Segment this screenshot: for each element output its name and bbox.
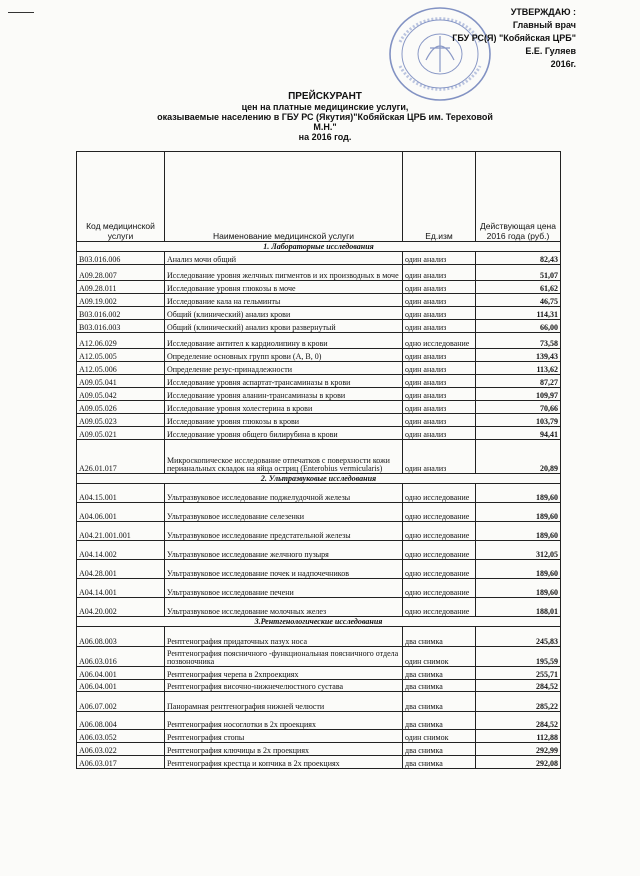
- cell-unit: одно исследование: [403, 598, 476, 617]
- cell-price: 255,71: [476, 667, 561, 680]
- cell-code: А06.08.004: [77, 712, 165, 730]
- table-row: [77, 320, 561, 333]
- cell-price: 66,00: [476, 320, 561, 333]
- cell-code: В03.016.003: [77, 320, 165, 333]
- table-row: [77, 401, 561, 414]
- table-row: [77, 541, 561, 560]
- heading-line-2: оказываемые населению в ГБУ РС (Якутия)"Кобяйская ЦРБ им. Тереховой М.Н.": [157, 112, 493, 132]
- cell-unit: один снимок: [403, 647, 476, 667]
- cell-unit: одно исследование: [403, 560, 476, 579]
- cell-code: А06.04.001: [77, 680, 165, 692]
- cell-unit: один анализ: [403, 375, 476, 388]
- table-row: [77, 667, 561, 680]
- header-name: Наименование медицинской услуги: [165, 152, 403, 242]
- cell-price: 70,66: [476, 401, 561, 414]
- cell-unit: один снимок: [403, 730, 476, 743]
- cell-price: 189,60: [476, 484, 561, 503]
- cell-code: А04.28.001: [77, 560, 165, 579]
- cell-unit: два снимка: [403, 756, 476, 769]
- table-row: [77, 252, 561, 265]
- cell-unit: одно исследование: [403, 522, 476, 541]
- cell-name: Анализ мочи общий: [165, 252, 403, 265]
- section-title: 3.Рентгенологические исследования: [77, 617, 561, 627]
- table-row: [77, 375, 561, 388]
- cell-code: А06.03.016: [77, 647, 165, 667]
- cell-price: 189,60: [476, 560, 561, 579]
- cell-unit: один анализ: [403, 294, 476, 307]
- cell-price: 112,88: [476, 730, 561, 743]
- cell-unit: один анализ: [403, 281, 476, 294]
- cell-price: 284,52: [476, 712, 561, 730]
- cell-price: 284,52: [476, 680, 561, 692]
- cell-code: А26.01.017: [77, 440, 165, 474]
- table-row: [77, 730, 561, 743]
- table-row: [77, 414, 561, 427]
- cell-code: А09.05.042: [77, 388, 165, 401]
- cell-price: 245,83: [476, 627, 561, 647]
- cell-name: Ультразвуковое исследование молочных желез: [165, 598, 403, 617]
- cell-name: Ультразвуковое исследование поджелудочной железы: [165, 484, 403, 503]
- approval-position: Главный врач: [512, 20, 576, 30]
- cell-code: А09.05.041: [77, 375, 165, 388]
- cell-name: Панорамная рентгенография нижней челюсти: [165, 692, 403, 712]
- table-row: [77, 307, 561, 320]
- approval-title: УТВЕРЖДАЮ :: [510, 7, 576, 17]
- cell-price: 20,89: [476, 440, 561, 474]
- cell-name: Рентгенография поясничного -функциональная поясничного отдела позвоночника: [165, 647, 403, 667]
- cell-price: 195,59: [476, 647, 561, 667]
- cell-code: А09.05.021: [77, 427, 165, 440]
- header-price: Действующая цена 2016 года (руб.): [476, 152, 561, 242]
- cell-name: Исследование уровня желчных пигментов и их производных в моче: [165, 265, 403, 281]
- cell-unit: два снимка: [403, 680, 476, 692]
- table-row: [77, 579, 561, 598]
- cell-name: Микроскопическое исследование отпечатков с поверхности кожи перианальных складок на яйца остриц (Enterobius vermicularis): [165, 440, 403, 474]
- heading-line-3: на 2016 год.: [298, 132, 352, 142]
- cell-name: Исследование уровня холестерина в крови: [165, 401, 403, 414]
- cell-unit: один анализ: [403, 252, 476, 265]
- cell-name: Определение основных групп крови (А, В, 0): [165, 349, 403, 362]
- cell-code: А12.05.005: [77, 349, 165, 362]
- cell-name: Ультразвуковое исследование почек и надпочечников: [165, 560, 403, 579]
- cell-code: А12.06.029: [77, 333, 165, 349]
- table-row: [77, 349, 561, 362]
- cell-name: Общий (клинический) анализ крови развернутый: [165, 320, 403, 333]
- cell-code: В03.016.002: [77, 307, 165, 320]
- table-row: [77, 427, 561, 440]
- cell-unit: одно исследование: [403, 333, 476, 349]
- cell-code: А06.07.002: [77, 692, 165, 712]
- cell-code: А09.28.011: [77, 281, 165, 294]
- cell-code: В03.016.006: [77, 252, 165, 265]
- table-row: [77, 388, 561, 401]
- cell-name: Рентгенография крестца и копчика в 2х проекциях: [165, 756, 403, 769]
- cell-price: 285,22: [476, 692, 561, 712]
- cell-name: Рентгенография носоглотки в 2х проекциях: [165, 712, 403, 730]
- cell-name: Исследование уровня глюкозы в моче: [165, 281, 403, 294]
- table-row: [77, 680, 561, 692]
- header-code: Код медицинской услуги: [77, 152, 165, 242]
- cell-price: 312,05: [476, 541, 561, 560]
- approval-block: [452, 6, 576, 71]
- cell-name: Исследование уровня аспартат-трансаминазы в крови: [165, 375, 403, 388]
- cell-name: Ультразвуковое исследование селезенки: [165, 503, 403, 522]
- cell-price: 188,01: [476, 598, 561, 617]
- table-row: [77, 294, 561, 307]
- table-row: [77, 281, 561, 294]
- cell-unit: один анализ: [403, 362, 476, 375]
- cell-price: 103,79: [476, 414, 561, 427]
- cell-code: А06.03.017: [77, 756, 165, 769]
- table-header-row: [77, 152, 561, 242]
- table-row: [77, 743, 561, 756]
- cell-price: 109,97: [476, 388, 561, 401]
- cell-unit: одно исследование: [403, 579, 476, 598]
- approval-org: ГБУ РС(Я) "Кобяйская ЦРБ": [452, 33, 576, 43]
- approval-year: 2016г.: [550, 59, 576, 69]
- cell-name: Рентгенография височно-нижнечелюстного сустава: [165, 680, 403, 692]
- cell-unit: один анализ: [403, 401, 476, 414]
- cell-code: А09.05.023: [77, 414, 165, 427]
- table-row: [77, 756, 561, 769]
- cell-code: А06.03.022: [77, 743, 165, 756]
- cell-code: А04.14.001: [77, 579, 165, 598]
- cell-unit: одно исследование: [403, 484, 476, 503]
- cell-code: А09.05.026: [77, 401, 165, 414]
- cell-code: А12.05.006: [77, 362, 165, 375]
- cell-code: А04.14.002: [77, 541, 165, 560]
- price-table: [76, 151, 561, 769]
- header-unit: Ед.изм: [403, 152, 476, 242]
- cell-name: Исследование уровня аланин-трансаминазы в крови: [165, 388, 403, 401]
- table-row: [77, 560, 561, 579]
- cell-unit: один анализ: [403, 307, 476, 320]
- cell-price: 292,08: [476, 756, 561, 769]
- table-row: [77, 265, 561, 281]
- table-row: [77, 647, 561, 667]
- cell-price: 73,58: [476, 333, 561, 349]
- cell-price: 189,60: [476, 522, 561, 541]
- cell-price: 51,07: [476, 265, 561, 281]
- section-row: [77, 617, 561, 627]
- cell-code: А06.08.003: [77, 627, 165, 647]
- cell-price: 82,43: [476, 252, 561, 265]
- cell-code: А04.20.002: [77, 598, 165, 617]
- cell-name: Ультразвуковое исследование печени: [165, 579, 403, 598]
- document-title: ПРЕЙСКУРАНТ: [288, 91, 362, 102]
- table-body: [77, 242, 561, 769]
- cell-unit: два снимка: [403, 692, 476, 712]
- section-title: 1. Лабораторные исследования: [77, 242, 561, 252]
- cell-name: Исследование уровня глюкозы в крови: [165, 414, 403, 427]
- cell-price: 139,43: [476, 349, 561, 362]
- cell-price: 87,27: [476, 375, 561, 388]
- cell-price: 94,41: [476, 427, 561, 440]
- approval-signer: Е.Е. Гуляев: [525, 46, 576, 56]
- cell-price: 189,60: [476, 503, 561, 522]
- cell-price: 46,75: [476, 294, 561, 307]
- heading-line-1: цен на платные медицинские услуги,: [241, 102, 409, 112]
- cell-unit: один анализ: [403, 427, 476, 440]
- table-row: [77, 440, 561, 474]
- table-row: [77, 627, 561, 647]
- table-row: [77, 362, 561, 375]
- cell-unit: два снимка: [403, 712, 476, 730]
- table-row: [77, 522, 561, 541]
- cell-price: 113,62: [476, 362, 561, 375]
- cell-code: А06.03.052: [77, 730, 165, 743]
- cell-name: Определение резус-принадлежности: [165, 362, 403, 375]
- section-title: 2. Ультразвуковые исследования: [77, 474, 561, 484]
- cell-name: Рентгенография черепа в 2хпроекциях: [165, 667, 403, 680]
- cell-code: А04.15.001: [77, 484, 165, 503]
- cell-unit: один анализ: [403, 414, 476, 427]
- table-row: [77, 503, 561, 522]
- cell-unit: два снимка: [403, 667, 476, 680]
- section-row: [77, 474, 561, 484]
- scan-mark: [8, 12, 34, 13]
- table-row: [77, 484, 561, 503]
- table-row: [77, 598, 561, 617]
- cell-name: Рентгенография ключицы в 2х проекциях: [165, 743, 403, 756]
- cell-unit: два снимка: [403, 627, 476, 647]
- cell-price: 61,62: [476, 281, 561, 294]
- cell-unit: одно исследование: [403, 541, 476, 560]
- cell-unit: один анализ: [403, 388, 476, 401]
- cell-name: Исследование антител к кардиолипину в крови: [165, 333, 403, 349]
- table-row: [77, 712, 561, 730]
- cell-unit: два снимка: [403, 743, 476, 756]
- table-row: [77, 333, 561, 349]
- cell-unit: один анализ: [403, 349, 476, 362]
- cell-name: Ультразвуковое исследование предстательной железы: [165, 522, 403, 541]
- cell-code: А04.06.001: [77, 503, 165, 522]
- table-row: [77, 692, 561, 712]
- document-heading: [150, 92, 500, 142]
- cell-code: А04.21.001.001: [77, 522, 165, 541]
- cell-unit: один анализ: [403, 320, 476, 333]
- cell-price: 114,31: [476, 307, 561, 320]
- cell-unit: один анализ: [403, 440, 476, 474]
- cell-name: Ультразвуковое исследование желчного пузыря: [165, 541, 403, 560]
- cell-name: Рентгенография стопы: [165, 730, 403, 743]
- cell-name: Исследование кала на гельминты: [165, 294, 403, 307]
- cell-name: Исследование уровня общего билирубина в крови: [165, 427, 403, 440]
- cell-price: 189,60: [476, 579, 561, 598]
- cell-unit: одно исследование: [403, 503, 476, 522]
- cell-code: А09.28.007: [77, 265, 165, 281]
- cell-name: Общий (клинический) анализ крови: [165, 307, 403, 320]
- cell-name: Рентгенография придаточных пазух носа: [165, 627, 403, 647]
- cell-price: 292,99: [476, 743, 561, 756]
- cell-unit: один анализ: [403, 265, 476, 281]
- section-row: [77, 242, 561, 252]
- cell-code: А09.19.002: [77, 294, 165, 307]
- cell-code: А06.04.001: [77, 667, 165, 680]
